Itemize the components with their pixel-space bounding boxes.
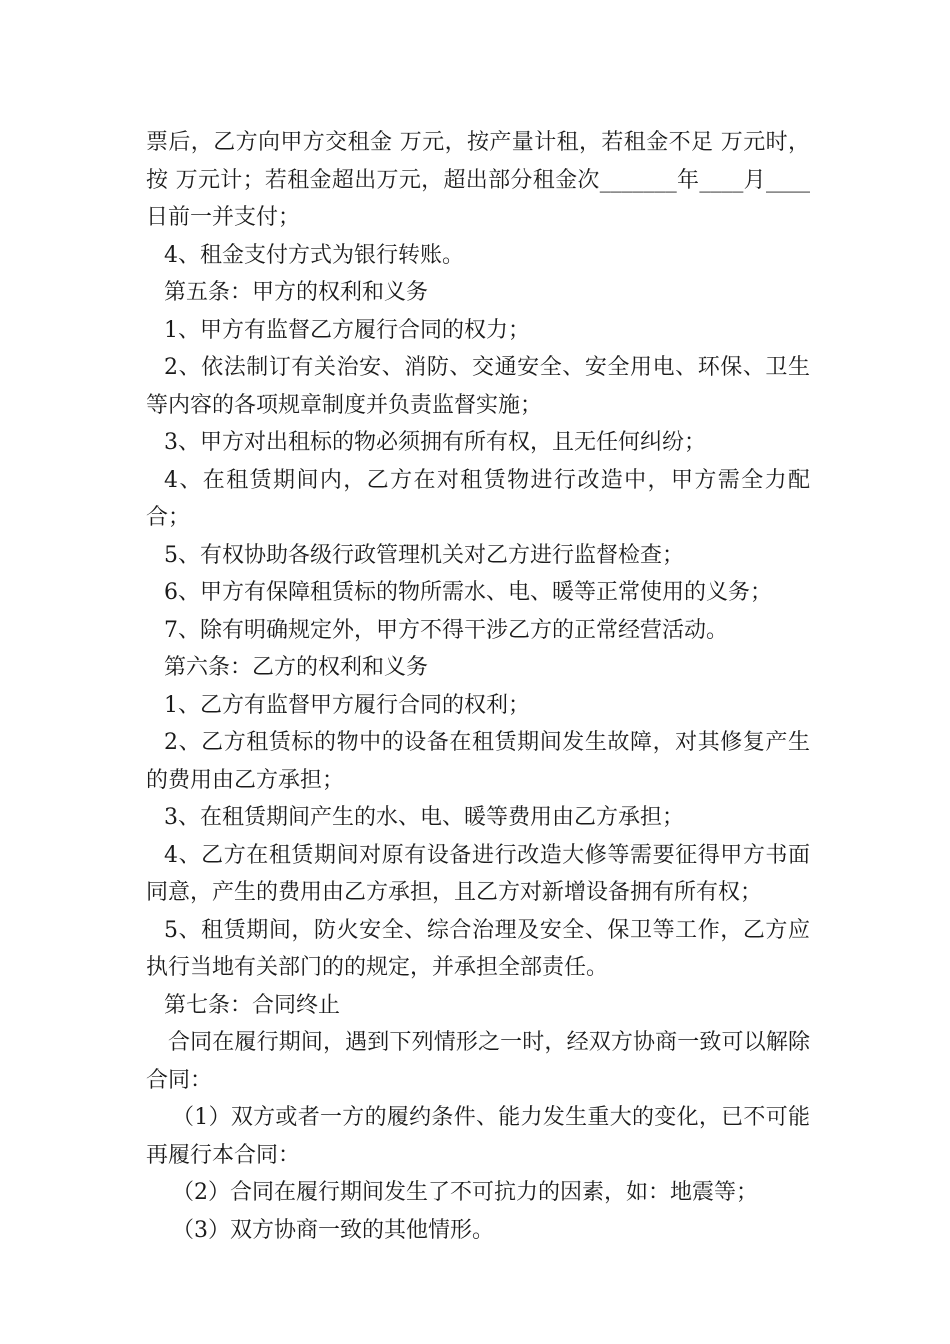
paragraph-6-4: 4、乙方在租赁期间对原有设备进行改造大修等需要征得甲方书面同意，产生的费用由乙方承担，且乙方对新增设备拥有所有权； bbox=[146, 842, 810, 905]
paragraph-rent-payment: 票后，乙方向甲方交租金 万元，按产量计租，若租金不足 万元时，按 万元计；若租金超出万元，超出部分租金次_______年____月____日前一并支付； bbox=[146, 130, 810, 230]
paragraph-5-4: 4、在租赁期间内，乙方在对租赁物进行改造中，甲方需全力配合； bbox=[146, 467, 810, 530]
paragraph-6-2: 2、乙方租赁标的物中的设备在租赁期间发生故障，对其修复产生的费用由乙方承担； bbox=[146, 730, 810, 793]
paragraph-7-item-1: （1）双方或者一方的履约条件、能力发生重大的变化，已不可能再履行本合同： bbox=[146, 1105, 810, 1168]
heading-article-7: 第七条：合同终止 bbox=[164, 992, 341, 1018]
paragraph-5-6: 6、甲方有保障租赁标的物所需水、电、暖等正常使用的义务； bbox=[164, 580, 772, 605]
paragraph-6-3: 3、在租赁期间产生的水、电、暖等费用由乙方承担； bbox=[164, 805, 684, 830]
paragraph-7-item-3: （3）双方协商一致的其他情形。 bbox=[172, 1217, 494, 1243]
paragraph-7-item-2: （2）合同在履行期间发生了不可抗力的因素，如：地震等； bbox=[172, 1180, 758, 1205]
paragraph-7-intro: 合同在履行期间，遇到下列情形之一时，经双方协商一致可以解除合同： bbox=[146, 1030, 810, 1093]
heading-article-5: 第五条：甲方的权利和义务 bbox=[164, 280, 429, 305]
paragraph-payment-method: 4、租金支付方式为银行转账。 bbox=[164, 242, 464, 268]
paragraph-5-5: 5、有权协助各级行政管理机关对乙方进行监督检查； bbox=[164, 542, 684, 568]
paragraph-5-3: 3、甲方对出租标的物必须拥有所有权，且无任何纠纷； bbox=[164, 430, 706, 455]
document-page bbox=[146, 124, 810, 1249]
paragraph-6-5: 5、租赁期间，防火安全、综合治理及安全、保卫等工作，乙方应执行当地有关部门的的规定，并承担全部责任。 bbox=[146, 917, 810, 980]
paragraph-6-1: 1、乙方有监督甲方履行合同的权利； bbox=[164, 692, 530, 718]
paragraph-5-7: 7、除有明确规定外，甲方不得干涉乙方的正常经营活动。 bbox=[164, 617, 728, 643]
heading-article-6: 第六条：乙方的权利和义务 bbox=[164, 655, 429, 680]
paragraph-5-2: 2、依法制订有关治安、消防、交通安全、安全用电、环保、卫生等内容的各项规章制度并负责监督实施； bbox=[146, 355, 810, 418]
paragraph-5-1: 1、甲方有监督乙方履行合同的权力； bbox=[164, 317, 530, 343]
